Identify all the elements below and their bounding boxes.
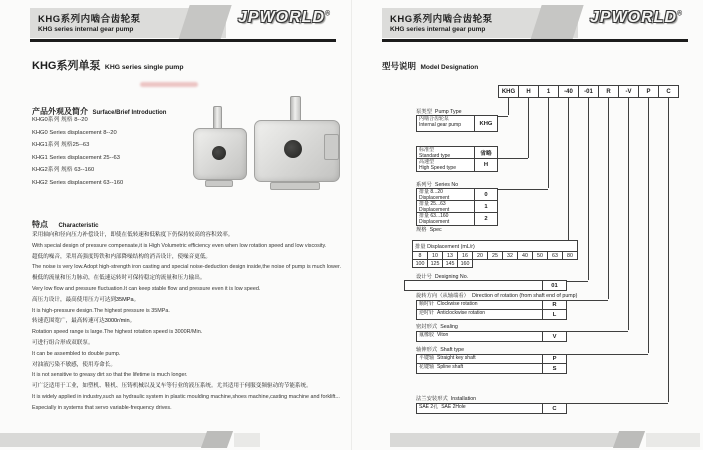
characteristic-heading-en: Characteristic bbox=[58, 223, 99, 229]
row-description-cn: 内啮合齿轮泵 bbox=[419, 116, 450, 122]
connector-line bbox=[548, 98, 549, 188]
header-title bbox=[390, 11, 493, 33]
intro-heading-en: Surface/Brief Introduction bbox=[92, 110, 167, 116]
row-code: 0 bbox=[484, 191, 488, 198]
row-description-en: Displacement bbox=[419, 206, 450, 212]
spec-cell: 16 bbox=[457, 251, 473, 260]
characteristic-line: Rotation speed range is large.The highest rotation speed is 3000R/Min. bbox=[32, 329, 203, 336]
spec-cell: 145 bbox=[442, 259, 458, 268]
row-description-en: Displacement bbox=[419, 218, 450, 225]
characteristic-line: With special design of pressure compensate,it is High Volumetric efficiency even when low rotation speed and low viscosity. bbox=[32, 242, 327, 249]
connector-line bbox=[508, 98, 509, 115]
table-row bbox=[417, 159, 497, 171]
spec-cell: 50 bbox=[532, 251, 548, 260]
row-description bbox=[405, 281, 543, 290]
spec-row bbox=[412, 259, 578, 268]
table-row bbox=[417, 301, 566, 310]
spec-cell: 20 bbox=[472, 251, 488, 260]
model-code-row bbox=[498, 85, 679, 98]
connector-line bbox=[528, 98, 529, 158]
connector-line bbox=[498, 158, 528, 159]
row-description-cn: 排量 8...20 bbox=[419, 189, 443, 195]
connector-line bbox=[608, 98, 609, 299]
registered-trademark-icon: ® bbox=[677, 10, 683, 18]
pump-photo-small bbox=[192, 106, 250, 202]
spec-cell: 8 bbox=[412, 251, 428, 260]
row-description-en: Standard type bbox=[419, 152, 451, 158]
spec-label bbox=[416, 225, 442, 234]
sealing-table bbox=[416, 331, 567, 342]
brand-logo bbox=[238, 9, 340, 27]
model-code-cell: H bbox=[518, 85, 539, 98]
characteristic-line: 极低的流量和压力脉动，在低速运转时可保持稳定的流量和压力输出。 bbox=[32, 275, 206, 282]
row-description bbox=[417, 355, 543, 363]
designing-no-table bbox=[404, 280, 567, 291]
spec-cell: 10 bbox=[427, 251, 443, 260]
characteristic-line: 可广泛适用于工业，如塑机、鞋机、压铸机械以及叉车等行业的液压系统。尤其适用于伺服变频驱动的节能系统。 bbox=[32, 383, 312, 390]
row-description-cn: 平键轴 bbox=[419, 355, 435, 361]
model-code-cell: R bbox=[598, 85, 619, 98]
row-description bbox=[417, 364, 543, 373]
header-rule bbox=[30, 39, 336, 42]
intro-line: KHG0 Series displacement 8--20 bbox=[32, 129, 117, 136]
characteristic-line: 转速范围宽广，最高转速可达3000r/min。 bbox=[32, 318, 136, 325]
row-code: S bbox=[552, 365, 557, 372]
header-title bbox=[38, 11, 141, 33]
model-code-cell: C bbox=[658, 85, 679, 98]
row-description-en: High Speed type bbox=[419, 164, 456, 171]
row-description bbox=[417, 310, 543, 319]
row-description bbox=[417, 189, 475, 200]
model-code-cell: -01 bbox=[578, 85, 599, 98]
characteristic-line: It is not sensitive to greasy dirt so that the lifetime is much longer. bbox=[32, 372, 188, 379]
footer-slant-decoration bbox=[613, 431, 645, 448]
row-description-cn: 排量 63...160 bbox=[419, 213, 449, 219]
right-page bbox=[352, 0, 703, 450]
spec-cell: 13 bbox=[442, 251, 458, 260]
rotation-label-cn: 旋转方向（从轴端看） bbox=[416, 293, 469, 299]
pump-photo-large bbox=[254, 96, 346, 200]
characteristic-line: It can be assembled to double pump. bbox=[32, 350, 121, 357]
spec-cell: 160 bbox=[457, 259, 473, 268]
characteristic-line: 可进行组合形成双联泵。 bbox=[32, 339, 94, 346]
pump-type-label-en: Pump Type bbox=[434, 109, 462, 115]
characteristic-heading-cn: 特点 bbox=[32, 220, 48, 229]
row-description bbox=[417, 301, 543, 309]
row-description-en: Displacement bbox=[419, 194, 450, 200]
characteristic-line: Especially in systems that servo variable-frequency drives. bbox=[32, 404, 172, 411]
page-title bbox=[32, 56, 183, 74]
row-description-cn: SAE 2孔 bbox=[419, 404, 439, 410]
table-row bbox=[417, 147, 497, 159]
characteristic-line: It is high-pressure design.The highest pressure is 35MPa. bbox=[32, 307, 170, 314]
installation-label-en: Installation bbox=[450, 396, 477, 402]
intro-line: KHG1 Series displacement 25--63 bbox=[32, 154, 120, 161]
spec-cell: 63 bbox=[547, 251, 563, 260]
table-row bbox=[417, 332, 566, 341]
characteristic-line: 采用轴向和径向压力补偿设计，即使在低转速和低粘度下仍保持较高的容积效率。 bbox=[32, 232, 234, 238]
row-description bbox=[417, 116, 475, 131]
rotation-label-en: Direction of rotation (from shaft end of pump) bbox=[471, 293, 578, 299]
characteristic-line: 对油液污染不敏感，使用寿命长。 bbox=[32, 361, 116, 368]
pump-type-label-cn: 泵类型 bbox=[416, 109, 432, 115]
installation-table bbox=[416, 403, 567, 414]
sealing-label-cn: 密封形式 bbox=[416, 324, 438, 330]
model-designation-heading-cn: 型号说明 bbox=[382, 61, 417, 71]
model-designation-heading-en: Model Designation bbox=[420, 64, 479, 71]
row-description-cn: 高速型 bbox=[419, 159, 435, 165]
characteristic-line: Very low flow and pressure fluctuation.It can keep stable flow and pressure even it is low speed. bbox=[32, 285, 261, 292]
header-title-cn: KHG系列内啮合齿轮泵 bbox=[390, 14, 493, 25]
characteristic-lines bbox=[32, 230, 341, 414]
row-description-en: Spline shaft bbox=[437, 364, 464, 370]
row-description-cn: 排量 25...63 bbox=[419, 201, 446, 207]
pump-shaft bbox=[213, 106, 222, 130]
intro-heading-cn: 产品外观及简介 bbox=[32, 107, 88, 116]
table-row bbox=[417, 116, 497, 131]
footer-tail-decoration bbox=[234, 433, 260, 447]
row-description-en: SAE 2Hole bbox=[441, 404, 466, 410]
row-description bbox=[417, 159, 475, 171]
row-description-cn: 顺时针 bbox=[419, 301, 435, 307]
pump-photos bbox=[192, 96, 347, 208]
table-row bbox=[417, 201, 497, 213]
spec-cell: 32 bbox=[502, 251, 518, 260]
series-no-label-cn: 系列号 bbox=[416, 182, 432, 188]
page-title-en: KHG series single pump bbox=[104, 64, 184, 71]
row-code: C bbox=[552, 405, 557, 412]
model-code-cell: 1 bbox=[538, 85, 559, 98]
row-description bbox=[417, 147, 475, 158]
table-row bbox=[417, 404, 566, 413]
shaft-type-label-cn: 轴伸形式 bbox=[416, 347, 438, 353]
row-code: KHG bbox=[479, 120, 493, 127]
pump-foot bbox=[205, 180, 233, 187]
shaft-type-table bbox=[416, 354, 567, 374]
characteristic-line: The noise is very low.Adopt high-strength iron casting and special noise-deduction design inside,the noise of pump is much lower. bbox=[32, 264, 341, 271]
table-row bbox=[417, 213, 497, 225]
spec-cell: 25 bbox=[487, 251, 503, 260]
row-description bbox=[417, 332, 543, 341]
footer-bar bbox=[0, 433, 212, 447]
model-code-cell: P bbox=[638, 85, 659, 98]
characteristic-line: It is widely applied in industry,such as hydraulic system in plastic moulding machine,shoes machine,casting machine and forklift... bbox=[32, 393, 340, 400]
pump-port bbox=[284, 140, 302, 158]
pump-port bbox=[212, 146, 226, 160]
header-title-en: KHG series internal gear pump bbox=[390, 26, 486, 33]
row-code: 1 bbox=[484, 203, 488, 210]
row-description-en: Viton bbox=[437, 332, 449, 338]
intro-line: KHG2 Series displacement 63--160 bbox=[32, 179, 124, 186]
row-description bbox=[417, 201, 475, 212]
row-description-cn: 花键轴 bbox=[419, 364, 435, 370]
spec-label-en: Spec bbox=[429, 227, 442, 233]
row-description-en: Anticlockwise rotation bbox=[437, 310, 486, 316]
model-code-cell: KHG bbox=[498, 85, 519, 98]
characteristic-line: 超低的噪音，采用高强度铸铁和内部降噪结构的消音设计，使噪音更低。 bbox=[32, 253, 212, 260]
row-description-cn: 标准型 bbox=[419, 147, 435, 153]
header-rule bbox=[382, 39, 688, 42]
connector-line bbox=[668, 98, 669, 402]
spec-cell: 100 bbox=[412, 259, 428, 268]
spec-table bbox=[412, 240, 578, 268]
row-code: V bbox=[552, 333, 557, 340]
sealing-label-en: Sealing bbox=[440, 324, 458, 330]
row-description-cn: 氟橡胶 bbox=[419, 332, 435, 338]
table-row bbox=[417, 364, 566, 373]
intro-line: KHG2系列 规格 63--160 bbox=[32, 167, 95, 173]
row-code: P bbox=[552, 356, 557, 362]
designing-no-label-en: Designing No. bbox=[434, 274, 469, 280]
intro-lines bbox=[32, 114, 123, 189]
pump-foot bbox=[270, 182, 320, 190]
row-description-en: Straight key shaft bbox=[437, 355, 476, 361]
intro-line: KHG0系列 规格 8--20 bbox=[32, 117, 88, 123]
rotation-table bbox=[416, 300, 567, 320]
header-title-cn: KHG系列内啮合齿轮泵 bbox=[38, 14, 141, 25]
connector-line bbox=[568, 98, 569, 240]
table-row bbox=[417, 189, 497, 201]
shaft-type-label-en: Shaft type bbox=[440, 347, 465, 353]
row-code: 2 bbox=[484, 216, 488, 222]
row-code: H bbox=[483, 162, 489, 168]
registered-trademark-icon: ® bbox=[325, 10, 331, 18]
footer-tail-decoration bbox=[646, 433, 700, 447]
speed-type-table bbox=[416, 146, 498, 172]
row-description-en: Internal gear pump bbox=[419, 121, 461, 128]
row-description bbox=[417, 213, 475, 225]
spec-table-header: 排量 Displacement (mL/r) bbox=[412, 240, 578, 252]
footer-bar bbox=[390, 433, 624, 447]
brand-logo-text: JPWORLD bbox=[238, 9, 325, 26]
installation-label-cn: 法兰安装形式 bbox=[416, 396, 448, 402]
pump-type-table bbox=[416, 115, 498, 132]
table-row bbox=[405, 281, 566, 290]
table-row bbox=[417, 355, 566, 364]
header-title-en: KHG series internal gear pump bbox=[38, 26, 134, 33]
spec-label-cn: 规格 bbox=[416, 227, 427, 233]
pump-shaft bbox=[290, 96, 301, 122]
series-no-label-en: Series No bbox=[434, 182, 459, 188]
designing-no-label-cn: 设计号 bbox=[416, 274, 432, 280]
series-no-table bbox=[416, 188, 498, 226]
spec-cell: 125 bbox=[427, 259, 443, 268]
connector-line bbox=[648, 98, 649, 353]
row-description bbox=[417, 404, 543, 413]
row-code: 01 bbox=[551, 282, 558, 289]
model-code-cell: -40 bbox=[558, 85, 579, 98]
connector-line bbox=[588, 98, 589, 280]
characteristic-line: 高压力设计，最高使用压力可达到35MPa。 bbox=[32, 296, 140, 303]
row-description-cn: 逆时针 bbox=[419, 310, 435, 316]
page-title-cn: KHG系列单泵 bbox=[32, 60, 101, 72]
row-code: 省略 bbox=[480, 151, 492, 157]
row-description-en: Clockwise rotation bbox=[437, 301, 478, 307]
row-code: L bbox=[552, 311, 557, 318]
table-row bbox=[417, 310, 566, 319]
model-designation-heading bbox=[382, 56, 478, 74]
intro-line: KHG1系列 规格25--63 bbox=[32, 142, 90, 148]
red-stamp-artifact bbox=[140, 82, 198, 87]
model-code-cell: -V bbox=[618, 85, 639, 98]
pump-flange bbox=[324, 134, 339, 160]
brand-logo bbox=[590, 9, 692, 27]
spec-cell: 80 bbox=[562, 251, 578, 260]
connector-line bbox=[628, 98, 629, 330]
footer-slant-decoration bbox=[201, 431, 233, 448]
row-code: R bbox=[552, 302, 557, 308]
brand-logo-text: JPWORLD bbox=[590, 9, 677, 26]
spec-cell: 40 bbox=[517, 251, 533, 260]
